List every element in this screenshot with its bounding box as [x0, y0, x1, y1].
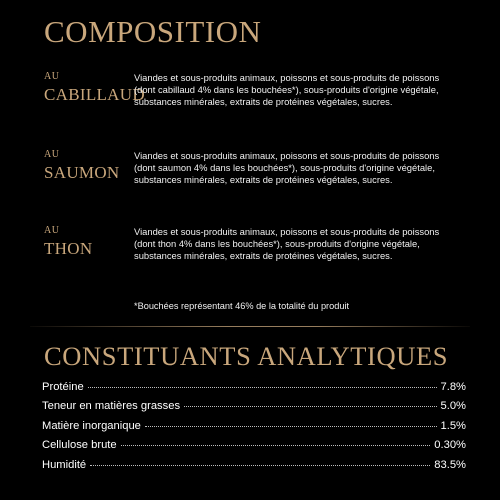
analytics-row — [42, 439, 466, 458]
dot-leader — [88, 387, 437, 388]
variant-name: CABILLAUD — [44, 85, 145, 104]
analytics-label: Cellulose brute — [42, 439, 117, 452]
dot-leader — [145, 426, 437, 427]
section-divider — [30, 326, 470, 327]
footnote: *Bouchées représentant 46% de la totalité du produit — [134, 301, 350, 311]
analytics-label: Teneur en matières grasses — [42, 400, 181, 413]
analytics-value: 83.5% — [434, 458, 466, 471]
variant-prefix: AU — [44, 225, 60, 236]
variant-name-block — [44, 150, 132, 181]
analytics-title: CONSTITUANTS ANALYTIQUES — [44, 341, 449, 371]
analytics-label: Humidité — [42, 458, 87, 471]
dot-leader — [90, 465, 430, 466]
analytics-value: 0.30% — [434, 439, 466, 452]
analytics-row — [42, 381, 466, 400]
variant-saumon — [44, 150, 464, 220]
analytics-row — [42, 459, 466, 478]
variant-name: SAUMON — [44, 163, 120, 182]
variant-prefix: AU — [44, 71, 60, 82]
variant-thon — [44, 226, 464, 296]
analytics-value: 1.5% — [440, 419, 466, 432]
variant-description: Viandes et sous-produits animaux, poissons et sous-produits de poissons (dont saumon 4% dans les bouchées*), sous-produits d'origine végétale, substances minérales, extraits de protéines végétales, sucres. — [134, 150, 440, 186]
variant-description: Viandes et sous-produits animaux, poissons et sous-produits de poissons (dont thon 4% dans les bouchées*), sous-produits d'origine végétale, substances minérales, extraits de protéines végétales, sucres. — [134, 226, 440, 262]
analytics-row — [42, 420, 466, 439]
dot-leader — [121, 445, 431, 446]
analytics-value: 5.0% — [440, 400, 466, 413]
dot-leader — [184, 406, 436, 407]
variant-name-block — [44, 226, 132, 257]
variant-cabillaud — [44, 72, 464, 142]
analytics-label: Matière inorganique — [42, 419, 141, 432]
analytics-row — [42, 400, 466, 419]
analytics-label: Protéine — [42, 381, 84, 393]
analytics-table — [42, 381, 466, 478]
variant-prefix: AU — [44, 149, 60, 160]
analytics-value: 7.8% — [440, 381, 466, 393]
variant-name: THON — [44, 239, 93, 258]
composition-title: COMPOSITION — [44, 14, 262, 49]
variant-name-block — [44, 71, 145, 104]
variant-description: Viandes et sous-produits animaux, poissons et sous-produits de poissons (dont cabillaud 4% dans les bouchées*), sous-produits d'origine végétale, substances minérales, extraits de protéines végétales, sucres. — [134, 72, 440, 108]
